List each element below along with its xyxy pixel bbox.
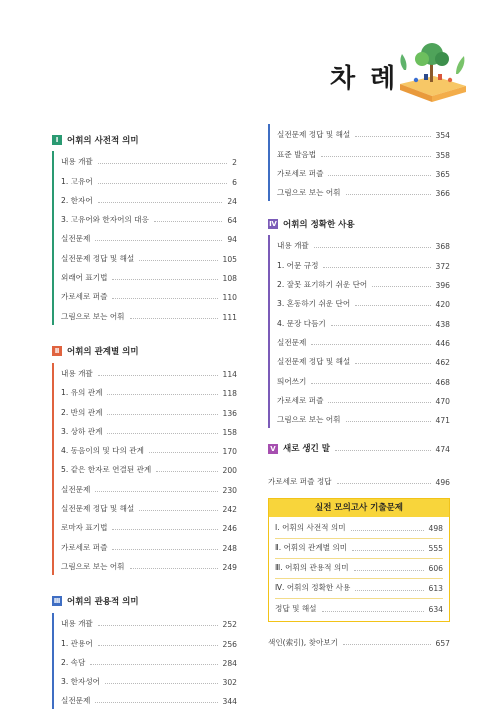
entry-page: 358	[435, 150, 450, 160]
mock-exam-box	[268, 498, 450, 622]
entry-label: 3. 고유어와 한자어의 대응	[61, 215, 149, 225]
entry-page: 64	[227, 216, 237, 226]
entry-page: 420	[435, 300, 450, 310]
entry-page: 248	[222, 543, 237, 553]
toc-entry[interactable]	[61, 247, 237, 266]
section-3-continued	[268, 124, 450, 201]
entry-label: Ⅲ. 어휘의 관용적 의미	[275, 563, 349, 573]
entry-page: 2	[232, 158, 237, 168]
entry-label: 5. 같은 한자로 연결된 관계	[61, 465, 152, 475]
entry-label: 가로세로 퍼즐	[277, 395, 324, 405]
toc-entry[interactable]	[61, 190, 237, 209]
leader-dots	[98, 645, 218, 646]
leader-dots	[355, 363, 430, 364]
entry-page: 438	[435, 319, 450, 329]
toc-entry[interactable]	[277, 409, 450, 428]
leader-dots	[311, 383, 430, 384]
entry-page: 200	[222, 466, 237, 476]
toc-entry[interactable]	[61, 632, 237, 651]
leader-dots	[107, 394, 217, 395]
entry-label: 내용 개괄	[61, 368, 93, 378]
toc-entry[interactable]	[277, 163, 450, 182]
toc-entry[interactable]	[61, 209, 237, 228]
entry-label: 띄어쓰기	[277, 376, 307, 386]
leader-dots	[95, 702, 217, 703]
entry-label: Ⅳ. 어휘의 정확한 사용	[275, 583, 351, 593]
leader-dots	[322, 611, 424, 612]
toc-entry[interactable]	[61, 440, 237, 459]
toc-entry[interactable]	[61, 478, 237, 497]
leader-dots	[98, 202, 223, 203]
leader-dots	[331, 325, 431, 326]
entry-page: 136	[222, 408, 237, 418]
entry-page: 242	[222, 505, 237, 515]
section-5-title: 새로 생긴 말	[283, 444, 330, 455]
entry-label: 로마자 표기법	[61, 523, 108, 533]
section-3-title: 어휘의 관용적 의미	[67, 597, 139, 608]
entry-label: 4. 동음이의 및 다의 관계	[61, 446, 144, 456]
toc-entry[interactable]	[61, 459, 237, 478]
leader-dots	[351, 530, 424, 531]
toc-entry[interactable]	[61, 228, 237, 247]
entry-label: 1. 관용어	[61, 638, 93, 648]
entry-page: 108	[222, 274, 237, 284]
toc-entry[interactable]	[61, 690, 237, 709]
section-1-title: 어휘의 사전적 의미	[67, 135, 139, 146]
entry-label: 그림으로 보는 어휘	[277, 415, 341, 425]
toc-entry[interactable]	[61, 267, 237, 286]
toc-entry[interactable]	[61, 382, 237, 401]
entry-page: 94	[227, 235, 237, 245]
toc-entry[interactable]	[61, 151, 237, 170]
entry-label: 가로세로 퍼즐	[61, 542, 108, 552]
section-5-badge: Ⅴ	[268, 444, 278, 454]
toc-entry[interactable]	[61, 517, 237, 536]
leader-dots	[130, 568, 218, 569]
leader-dots	[139, 510, 217, 511]
mock-exam-title: 실전 모의고사 기출문제	[269, 499, 449, 517]
leader-dots	[352, 550, 423, 551]
entry-label: Ⅰ. 어휘의 사전적 의미	[275, 523, 346, 533]
entry-label: 그림으로 보는 어휘	[61, 561, 125, 571]
entry-label: 가로세로 퍼즐 정답	[268, 477, 332, 487]
page-title: 차 례	[330, 64, 399, 94]
section-4-items	[268, 235, 450, 428]
entry-label: Ⅱ. 어휘의 관계별 의미	[275, 543, 348, 553]
section-1	[52, 131, 237, 325]
entry-label: 내용 개괄	[61, 157, 93, 167]
entry-label: 실전문제	[61, 234, 91, 244]
entry-page: 246	[222, 524, 237, 534]
leader-dots	[328, 402, 430, 403]
entry-label: 1. 고유어	[61, 176, 93, 186]
leader-dots	[139, 260, 217, 261]
section-3-items	[52, 613, 237, 709]
mock-exam-list	[269, 517, 449, 621]
entry-page: 498	[428, 524, 443, 534]
toc-entry[interactable]	[61, 498, 237, 517]
entry-label: 3. 한자성어	[61, 677, 101, 687]
entry-label: 색인(索引), 찾아보기	[268, 638, 338, 648]
toc-entry[interactable]	[61, 536, 237, 555]
leader-dots	[337, 483, 431, 484]
entry-page: 470	[435, 396, 450, 406]
leader-dots	[98, 625, 218, 626]
entry-page: 111	[222, 312, 237, 322]
toc-entry[interactable]	[61, 286, 237, 305]
entry-page: 372	[435, 261, 450, 271]
leader-dots	[95, 240, 222, 241]
entry-label: 내용 개괄	[61, 619, 93, 629]
section-2-items	[52, 363, 237, 575]
leader-dots	[112, 298, 217, 299]
entry-page: 474	[435, 445, 450, 455]
mock-exam-entry[interactable]	[275, 579, 443, 599]
entry-label: 표준 발음법	[277, 149, 317, 159]
mock-exam-entry[interactable]	[275, 539, 443, 559]
leader-dots	[112, 549, 217, 550]
entry-page: 170	[222, 447, 237, 457]
entry-page: 366	[435, 189, 450, 199]
toc-entry[interactable]	[61, 363, 237, 382]
entry-label: 3. 혼동하기 쉬운 단어	[277, 299, 351, 309]
leader-dots	[112, 529, 217, 530]
section-4	[268, 215, 450, 428]
leader-dots	[90, 664, 217, 665]
puzzle-answer-entry[interactable]	[268, 471, 450, 490]
section-4-badge: Ⅳ	[269, 219, 277, 228]
entry-label: 실전문제 정답 및 해설	[277, 130, 351, 140]
section-2-title: 어휘의 관계별 의미	[67, 347, 139, 358]
entry-label: 실전문제 정답 및 해설	[61, 504, 135, 514]
entry-label: 2. 잘못 표기하기 쉬운 단어	[277, 280, 368, 290]
leader-dots	[154, 221, 222, 222]
toc-entry[interactable]	[277, 235, 450, 254]
section-1-items	[52, 151, 237, 325]
entry-label: 외래어 표기법	[61, 273, 108, 283]
entry-label: 1. 유의 관계	[61, 388, 103, 398]
entry-label: 실전문제	[277, 337, 307, 347]
section-5	[268, 440, 450, 457]
leader-dots	[107, 433, 217, 434]
toc-entry[interactable]	[61, 652, 237, 671]
toc-entry[interactable]	[61, 613, 237, 632]
entry-label: 실전문제 정답 및 해설	[61, 253, 135, 263]
leader-dots	[130, 318, 218, 319]
leader-dots	[311, 344, 430, 345]
leader-dots	[321, 156, 430, 157]
leader-dots	[149, 452, 218, 453]
entry-label: 4. 문장 다듬기	[277, 318, 326, 328]
section-4-header[interactable]	[268, 215, 450, 232]
mock-exam-entry[interactable]	[275, 559, 443, 579]
mock-exam-entry[interactable]	[275, 519, 443, 539]
leader-dots	[107, 414, 217, 415]
section-3-continued-items	[268, 124, 450, 201]
leader-dots	[354, 570, 424, 571]
entry-page: 114	[222, 369, 237, 379]
entry-page: 110	[222, 293, 237, 303]
leader-dots	[355, 305, 430, 306]
toc-entry[interactable]	[61, 421, 237, 440]
leader-dots	[372, 286, 430, 287]
entry-page: 256	[222, 639, 237, 649]
section-3	[52, 593, 237, 709]
leader-dots	[98, 183, 227, 184]
leader-dots	[98, 163, 227, 164]
entry-label: 실전문제	[61, 484, 91, 494]
entry-label: 가로세로 퍼즐	[61, 292, 108, 302]
entry-page: 365	[435, 169, 450, 179]
entry-page: 158	[222, 427, 237, 437]
section-2-header[interactable]	[52, 343, 237, 360]
leader-dots	[314, 247, 431, 248]
entry-label: 내용 개괄	[277, 241, 309, 251]
toc-entry[interactable]	[61, 401, 237, 420]
entry-label: 2. 한자어	[61, 195, 93, 205]
entry-page: 462	[435, 358, 450, 368]
leader-dots	[328, 175, 430, 176]
entry-page: 302	[222, 678, 237, 688]
leader-dots	[355, 136, 430, 137]
leader-dots	[346, 194, 431, 195]
toc-entry[interactable]	[277, 390, 450, 409]
entry-label: 그림으로 보는 어휘	[277, 188, 341, 198]
leader-dots	[112, 279, 217, 280]
entry-page: 249	[222, 562, 237, 572]
leader-dots	[323, 267, 430, 268]
toc-entry[interactable]	[277, 143, 450, 162]
section-3-header[interactable]	[52, 593, 237, 610]
entry-page: 468	[435, 377, 450, 387]
section-2-badge: Ⅱ	[52, 346, 62, 356]
entry-page: 252	[222, 620, 237, 630]
entry-page: 24	[227, 196, 237, 206]
toc-entry[interactable]	[277, 332, 450, 351]
toc-left-column	[52, 131, 237, 727]
entry-page: 657	[435, 639, 450, 649]
entry-label: 1. 어문 규정	[277, 260, 319, 270]
entry-page: 6	[232, 177, 237, 187]
entry-page: 613	[428, 584, 443, 594]
toc-entry[interactable]	[61, 671, 237, 690]
section-3-badge: Ⅲ	[53, 597, 61, 606]
entry-page: 354	[435, 131, 450, 141]
toc-entry[interactable]	[61, 170, 237, 189]
entry-label: 가로세로 퍼즐	[277, 168, 324, 178]
section-2	[52, 343, 237, 575]
toc-entry[interactable]	[277, 312, 450, 331]
toc-entry[interactable]	[61, 305, 237, 324]
entry-page: 284	[222, 658, 237, 668]
entry-page: 634	[428, 605, 443, 615]
book-with-tree-icon	[394, 40, 470, 106]
toc-entry[interactable]	[277, 254, 450, 273]
entry-page: 344	[222, 697, 237, 707]
section-1-badge: Ⅰ	[52, 135, 62, 145]
entry-page: 230	[222, 485, 237, 495]
entry-page: 555	[428, 544, 443, 554]
entry-label: 그림으로 보는 어휘	[61, 311, 125, 321]
entry-label: 2. 반의 관계	[61, 407, 103, 417]
toc-entry[interactable]	[277, 351, 450, 370]
toc-entry[interactable]	[277, 182, 450, 201]
section-5-header[interactable]	[268, 440, 450, 457]
mock-exam-entry[interactable]	[275, 599, 443, 619]
leader-dots	[156, 471, 217, 472]
leader-dots	[105, 683, 217, 684]
toc-entry[interactable]	[277, 124, 450, 143]
toc-right-column	[268, 124, 450, 651]
toc-entry[interactable]	[277, 370, 450, 389]
section-1-header[interactable]	[52, 131, 237, 148]
leader-dots	[335, 450, 431, 451]
entry-page: 368	[435, 242, 450, 252]
entry-label: 실전문제	[61, 696, 91, 706]
section-4-title: 어휘의 정확한 사용	[283, 219, 355, 230]
leader-dots	[343, 644, 431, 645]
index-entry[interactable]	[268, 632, 450, 651]
entry-page: 606	[428, 564, 443, 574]
entry-label: 실전문제 정답 및 해설	[277, 357, 351, 367]
leader-dots	[346, 421, 431, 422]
entry-label: 3. 상하 관계	[61, 426, 103, 436]
toc-entry[interactable]	[277, 274, 450, 293]
entry-page: 118	[222, 389, 237, 399]
entry-page: 446	[435, 338, 450, 348]
leader-dots	[98, 375, 218, 376]
leader-dots	[355, 590, 423, 591]
entry-page: 396	[435, 281, 450, 291]
entry-page: 496	[435, 478, 450, 488]
entry-label: 정답 및 해설	[275, 604, 317, 614]
entry-page: 471	[435, 416, 450, 426]
leader-dots	[95, 491, 217, 492]
entry-page: 105	[222, 254, 237, 264]
toc-entry[interactable]	[61, 556, 237, 575]
toc-entry[interactable]	[277, 293, 450, 312]
entry-label: 2. 속담	[61, 657, 86, 667]
